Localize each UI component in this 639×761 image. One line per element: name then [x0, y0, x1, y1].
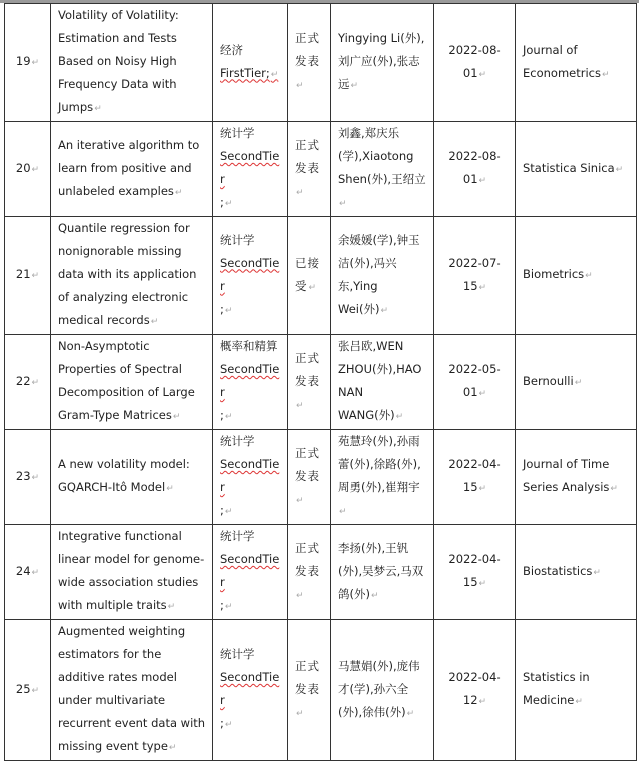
table-row	[5, 122, 637, 217]
category-discipline: 统计学	[220, 647, 255, 661]
row-number-cell	[5, 525, 51, 620]
title-cell	[51, 335, 213, 430]
journal-name: Bernoulli ↵	[523, 374, 582, 388]
title-cell	[51, 122, 213, 217]
publication-date: 2022-04-12 ↵	[448, 670, 500, 707]
authors: 刘鑫,郑庆乐(学),Xiaotong Shen(外),王绍立 ↵	[338, 126, 426, 209]
title-cell	[51, 525, 213, 620]
date-cell	[434, 4, 516, 122]
publication-status: 正式发表 ↵	[295, 351, 320, 411]
category-cell	[213, 430, 288, 525]
publication-date: 2022-05-01 ↵	[448, 362, 500, 399]
table-row	[5, 4, 637, 122]
table-row	[5, 217, 637, 335]
paper-title: Volatility of Volatility: Estimation and Tests Based on Noisy High Frequency Data with Jumps ↵	[58, 8, 179, 114]
category-discipline: 概率和精算	[220, 339, 278, 353]
row-number: 23 ↵	[16, 469, 39, 483]
row-number-cell	[5, 217, 51, 335]
table-row	[5, 335, 637, 430]
category-tier: SecondTier	[220, 670, 280, 707]
paper-title: Quantile regression for nonignorable missing data with its application of analyzing electronic medical records ↵	[58, 221, 196, 327]
authors: 李扬(外),王钒(外),吴梦云,马双鸽(外) ↵	[338, 541, 423, 601]
authors-cell	[331, 620, 434, 761]
category-suffix: ; ↵	[220, 404, 281, 429]
status-cell	[288, 620, 331, 761]
authors: 余媛媛(学),钟玉洁(外),冯兴东,Ying Wei(外) ↵	[338, 233, 420, 316]
paper-title: Augmented weighting estimators for the additive rates model under multivariate recurrent event data with missing event type ↵	[58, 624, 205, 753]
category-suffix: ; ↵	[220, 298, 281, 323]
status-cell	[288, 525, 331, 620]
row-number-cell	[5, 122, 51, 217]
publication-status: 正式发表 ↵	[295, 659, 320, 719]
table-row	[5, 620, 637, 761]
publication-status: 正式发表 ↵	[295, 446, 320, 506]
status-cell	[288, 4, 331, 122]
journal-name: Statistics in Medicine ↵	[523, 670, 590, 707]
authors-cell	[331, 4, 434, 122]
publication-date: 2022-08-01 ↵	[448, 149, 500, 186]
authors-cell	[331, 430, 434, 525]
row-number: 22 ↵	[16, 374, 39, 388]
publication-date: 2022-08-01 ↵	[448, 43, 500, 80]
category-cell	[213, 122, 288, 217]
category-discipline: 统计学	[220, 126, 255, 140]
row-number: 24 ↵	[16, 564, 39, 578]
category-tier: SecondTier	[220, 149, 280, 186]
title-cell	[51, 4, 213, 122]
date-cell	[434, 430, 516, 525]
authors-cell	[331, 122, 434, 217]
date-cell	[434, 335, 516, 430]
title-cell	[51, 620, 213, 761]
row-number-cell	[5, 335, 51, 430]
category-discipline: 统计学	[220, 434, 255, 448]
category-discipline: 经济	[220, 42, 243, 57]
category-suffix: ; ↵	[220, 594, 281, 619]
paper-title: Non-Asymptotic Properties of Spectral Decomposition of Large Gram-Type Matrices ↵	[58, 339, 195, 422]
authors-cell	[331, 217, 434, 335]
status-cell	[288, 430, 331, 525]
table-row	[5, 525, 637, 620]
status-cell	[288, 335, 331, 430]
paper-title: A new volatility model: GQARCH-Itô Model ↵	[58, 457, 190, 494]
category-cell	[213, 525, 288, 620]
category-cell	[213, 217, 288, 335]
status-cell	[288, 122, 331, 217]
category-suffix: ; ↵	[220, 191, 281, 216]
date-cell	[434, 122, 516, 217]
category-tier: SecondTier	[220, 552, 280, 589]
journal-name: Statistica Sinica ↵	[523, 161, 623, 175]
row-number-cell	[5, 4, 51, 122]
row-number-cell	[5, 620, 51, 761]
journal-name: Journal of Econometrics ↵	[523, 43, 610, 80]
publication-status: 正式发表 ↵	[295, 31, 320, 91]
category-suffix: ; ↵	[220, 712, 281, 737]
category-discipline: 统计学	[220, 232, 255, 247]
category-discipline: 统计学	[220, 529, 255, 543]
date-cell	[434, 525, 516, 620]
journal-name: Biostatistics ↵	[523, 564, 601, 578]
publication-date: 2022-04-15 ↵	[448, 552, 500, 589]
row-number: 19 ↵	[16, 54, 39, 68]
authors: Yingying Li(外),刘广应(外),张志远 ↵	[338, 31, 424, 91]
category-tier: SecondTier	[220, 457, 280, 494]
row-number: 20 ↵	[16, 161, 39, 175]
journal-cell	[516, 335, 637, 430]
category-cell	[213, 335, 288, 430]
journal-cell	[516, 4, 637, 122]
category-tier: FirstTier; ↵	[220, 66, 278, 80]
date-cell	[434, 217, 516, 335]
authors: 马慧娟(外),庞伟才(学),孙六全(外),徐伟(外) ↵	[338, 659, 420, 719]
authors: 苑慧玲(外),孙雨蕾(外),徐路(外),周勇(外),崔翔宇 ↵	[338, 434, 421, 517]
category-cell	[213, 620, 288, 761]
date-cell	[434, 620, 516, 761]
title-cell	[51, 430, 213, 525]
publication-status: 正式发表 ↵	[295, 541, 320, 601]
publication-date: 2022-04-15 ↵	[448, 457, 500, 494]
journal-name: Journal of Time Series Analysis ↵	[523, 457, 618, 494]
authors-cell	[331, 525, 434, 620]
journal-cell	[516, 620, 637, 761]
journal-cell	[516, 217, 637, 335]
paper-title: Integrative functional linear model for genome-wide association studies with multiple traits ↵	[58, 529, 204, 612]
authors-cell	[331, 335, 434, 430]
publication-status: 正式发表 ↵	[295, 138, 320, 198]
journal-cell	[516, 122, 637, 217]
publication-status: 已接受 ↵	[295, 256, 320, 293]
journal-name: Biometrics ↵	[523, 267, 593, 281]
authors: 张吕欧,WEN ZHOU(外),HAONAN WANG(外) ↵	[338, 339, 422, 422]
category-suffix: ; ↵	[220, 499, 281, 524]
publication-date: 2022-07-15 ↵	[448, 256, 500, 293]
publications-table	[4, 3, 637, 761]
table-row	[5, 430, 637, 525]
journal-cell	[516, 525, 637, 620]
row-number: 25 ↵	[16, 682, 39, 696]
category-tier: SecondTier	[220, 255, 280, 293]
paper-title: An iterative algorithm to learn from positive and unlabeled examples ↵	[58, 138, 199, 198]
row-number-cell	[5, 430, 51, 525]
journal-cell	[516, 430, 637, 525]
row-number: 21 ↵	[16, 267, 39, 281]
title-cell	[51, 217, 213, 335]
category-tier: SecondTier	[220, 362, 280, 399]
status-cell	[288, 217, 331, 335]
category-cell	[213, 4, 288, 122]
